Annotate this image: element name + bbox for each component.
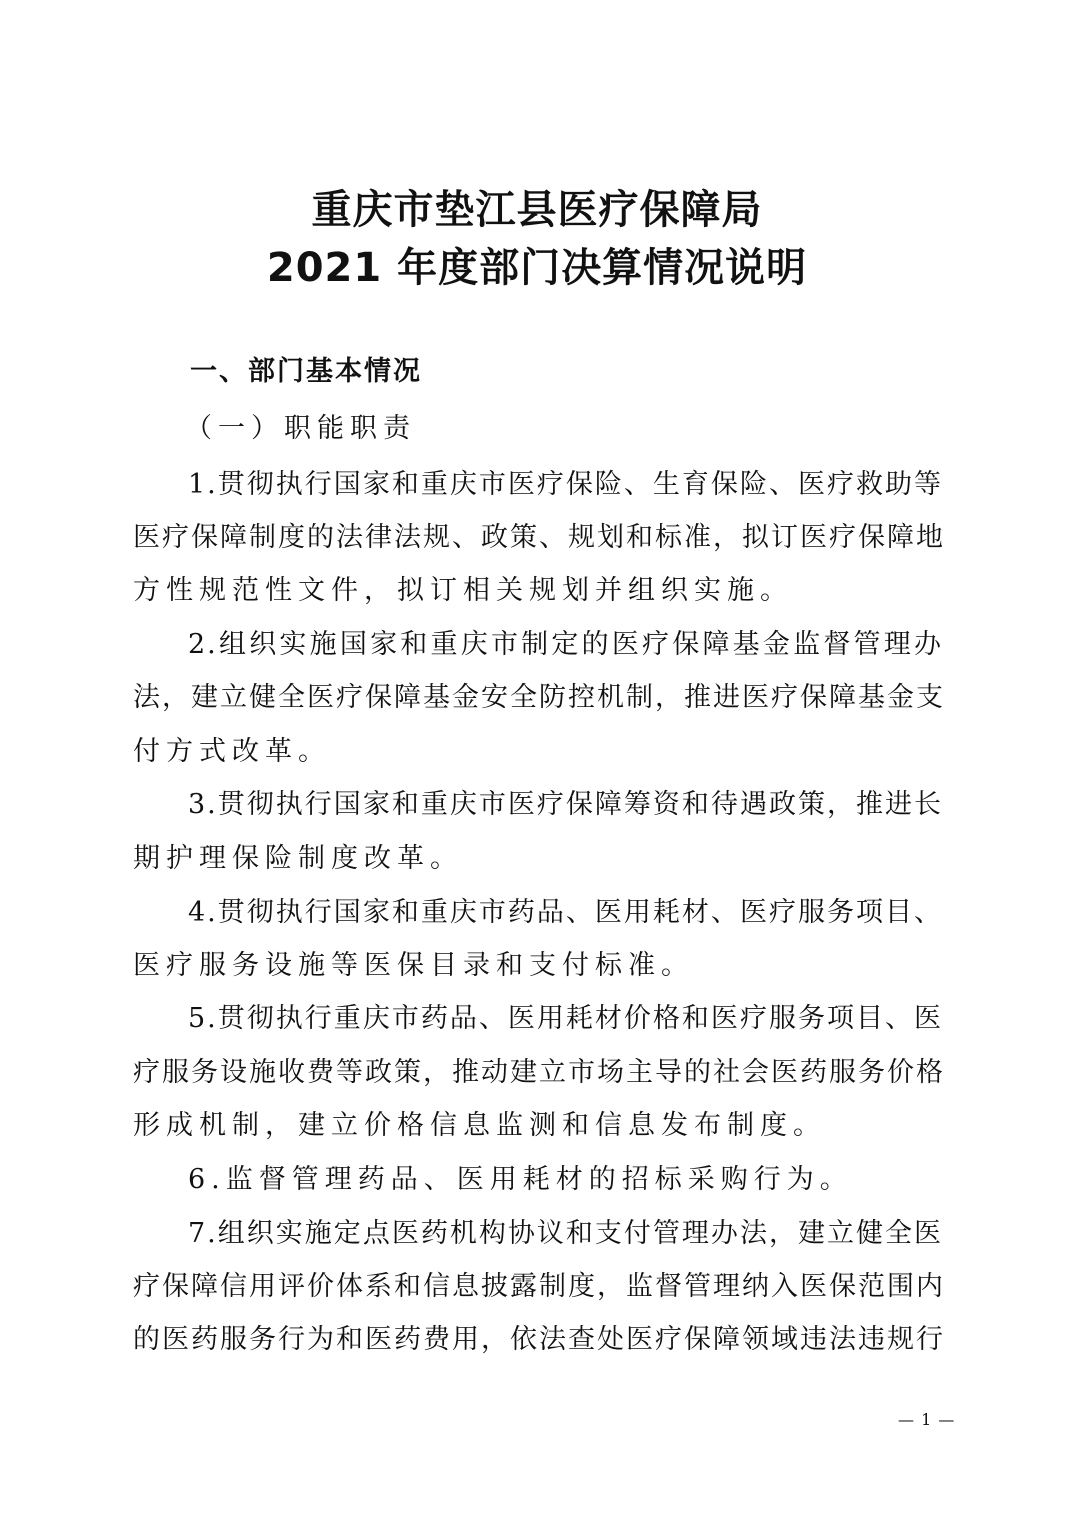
paragraph-line: 法，建立健全医疗保障基金安全防控机制，推进医疗保障基金支 [133,682,945,713]
paragraph-line: 3.贯彻执行国家和重庆市医疗保障筹资和待遇政策，推进长 [188,789,943,820]
paragraph-line: 期护理保险制度改革。 [133,843,463,874]
paragraph-line: 疗保障信用评价体系和信息披露制度，监督管理纳入医保范围内 [133,1271,945,1302]
paragraph-line: 医疗服务设施等医保目录和支付标准。 [133,950,694,981]
section-heading: 一、部门基本情况 [190,356,422,387]
paragraph-line: 1.贯彻执行国家和重庆市医疗保险、生育保险、医疗救助等 [188,469,943,500]
document-title: 重庆市垫江县医疗保障局 [311,187,763,233]
paragraph-line: 的医药服务行为和医药费用，依法查处医疗保障领域违法违规行 [133,1324,945,1355]
paragraph-line: 7.组织实施定点医药机构协议和支付管理办法，建立健全医 [188,1218,943,1249]
paragraph-line: 6.监督管理药品、医用耗材的招标采购行为。 [188,1164,853,1195]
paragraph-line: 疗服务设施收费等政策，推动建立市场主导的社会医药服务价格 [133,1057,945,1088]
paragraph-line: 付方式改革。 [133,736,331,767]
paragraph-line: 2.组织实施国家和重庆市制定的医疗保障基金监督管理办 [188,629,943,660]
paragraph-line: 医疗保障制度的法律法规、政策、规划和标准，拟订医疗保障地 [133,522,945,553]
paragraph-line: 方性规范性文件，拟订相关规划并组织实施。 [133,575,793,606]
page-number: — 1 — [898,1410,956,1429]
paragraph-line: 形成机制，建立价格信息监测和信息发布制度。 [133,1110,826,1141]
paragraph-line: 5.贯彻执行重庆市药品、医用耗材价格和医疗服务项目、医 [188,1003,943,1034]
subsection-heading: （一）职能职责 [185,413,416,444]
document-subtitle: 2021 年度部门决算情况说明 [266,245,808,291]
paragraph-line: 4.贯彻执行国家和重庆市药品、医用耗材、医疗服务项目、 [188,897,943,928]
